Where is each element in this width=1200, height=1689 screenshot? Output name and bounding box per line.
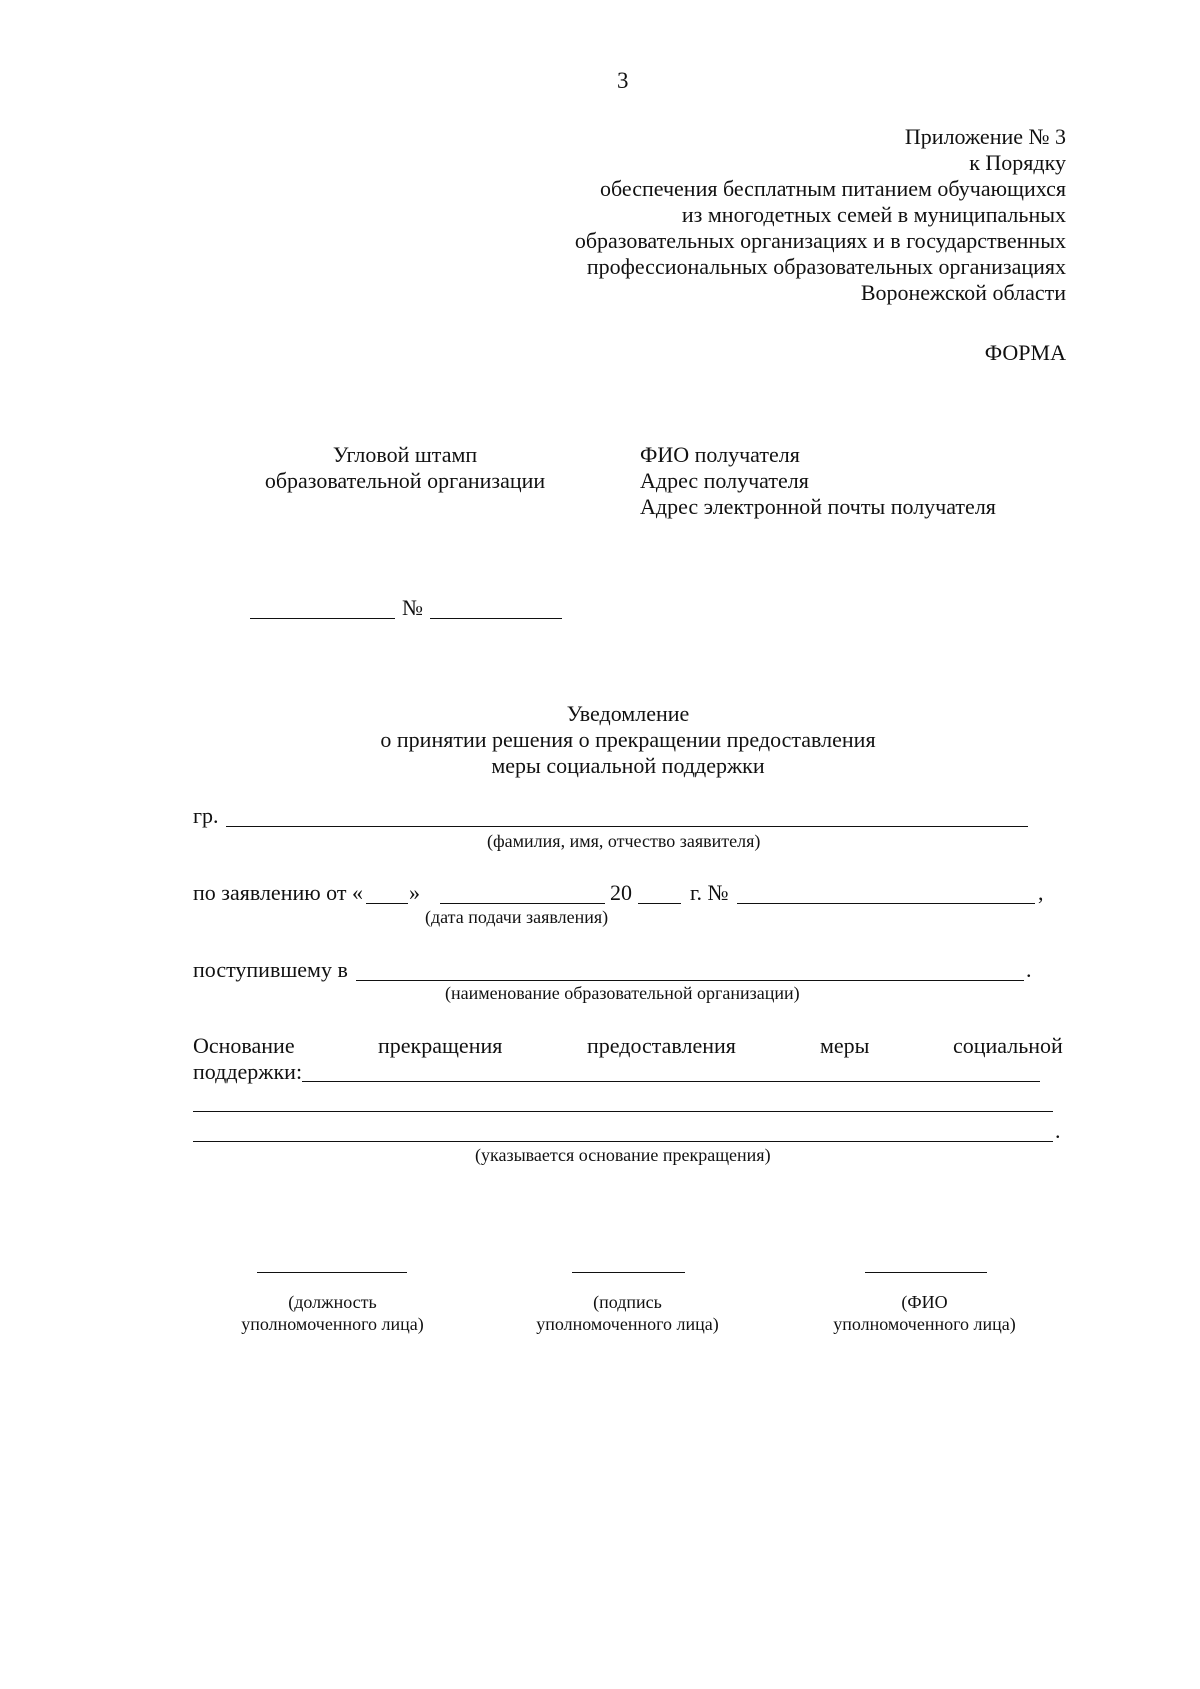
date-blank[interactable] [250,618,395,619]
page-number: 3 [617,68,629,93]
basis-blank-2[interactable] [193,1111,1053,1112]
recipient-block [640,442,996,520]
received-hint: (наименование образовательной организации) [445,983,800,1003]
appendix-line: профессиональных образовательных организациях [586,254,1066,279]
basis-word: предоставления [587,1033,736,1058]
appendix-line: к Порядку [969,150,1066,175]
basis-blank-1[interactable] [302,1081,1040,1082]
basis-period: . [1055,1118,1061,1143]
basis-word: социальной [953,1033,1063,1058]
caption-line: уполномоченного лица) [833,1314,1016,1334]
appendix-line: обеспечения бесплатным питанием обучающихся [600,176,1066,201]
caption-line: уполномоченного лица) [536,1314,719,1334]
position-blank[interactable] [257,1272,407,1273]
caption-line: (подпись [593,1292,662,1312]
caption-line: (должность [288,1292,377,1312]
title-line: о принятии решения о прекращении предоставления [380,727,876,752]
number-sign: № [402,595,423,620]
title-line: меры социальной поддержки [491,753,765,778]
basis-word: Основание [193,1033,295,1058]
recipient-email: Адрес электронной почты получателя [640,494,996,519]
application-month-blank[interactable] [440,903,605,904]
application-day-blank[interactable] [366,903,408,904]
application-number-blank[interactable] [737,903,1035,904]
signature-caption-position [210,1291,455,1335]
appendix-header [575,124,1066,306]
stamp-line: Угловой штамп [332,442,478,467]
application-year-suffix: г. № [690,880,729,905]
application-year-blank[interactable] [638,903,681,904]
appendix-line: Приложение № 3 [904,124,1066,149]
basis-word: прекращения [378,1033,503,1058]
citizen-name-blank[interactable] [226,826,1028,827]
basis-blank-3[interactable] [193,1141,1053,1142]
form-label: ФОРМА [984,340,1066,365]
stamp-line: образовательной организации [264,468,546,493]
signature-caption-signature [505,1291,750,1335]
application-comma: , [1038,880,1044,905]
appendix-line: Воронежской области [860,280,1066,305]
fio-blank[interactable] [865,1272,987,1273]
application-hint: (дата подачи заявления) [425,907,609,927]
title-line: Уведомление [566,701,690,726]
appendix-line: образовательных организациях и в государственных [574,228,1066,253]
application-prefix: по заявлению от « [193,880,363,905]
notice-title [328,701,928,779]
recipient-address: Адрес получателя [640,468,809,493]
received-prefix: поступившему в [193,957,348,982]
signature-caption-fio [802,1291,1047,1335]
application-quote-close: » [409,880,420,905]
citizen-hint: (фамилия, имя, отчество заявителя) [487,831,761,851]
recipient-name: ФИО получателя [640,442,800,467]
corner-stamp [260,442,550,494]
appendix-line: из многодетных семей в муниципальных [681,202,1066,227]
caption-line: (ФИО [901,1292,948,1312]
basis-line2-prefix: поддержки: [193,1059,303,1084]
number-blank[interactable] [430,618,562,619]
basis-word: меры [820,1033,870,1058]
signature-blank[interactable] [572,1272,685,1273]
application-year-prefix: 20 [610,880,632,905]
caption-line: уполномоченного лица) [241,1314,424,1334]
received-period: . [1026,957,1032,982]
organization-blank[interactable] [356,980,1024,981]
basis-hint: (указывается основание прекращения) [475,1145,771,1165]
citizen-prefix: гр. [193,803,219,828]
